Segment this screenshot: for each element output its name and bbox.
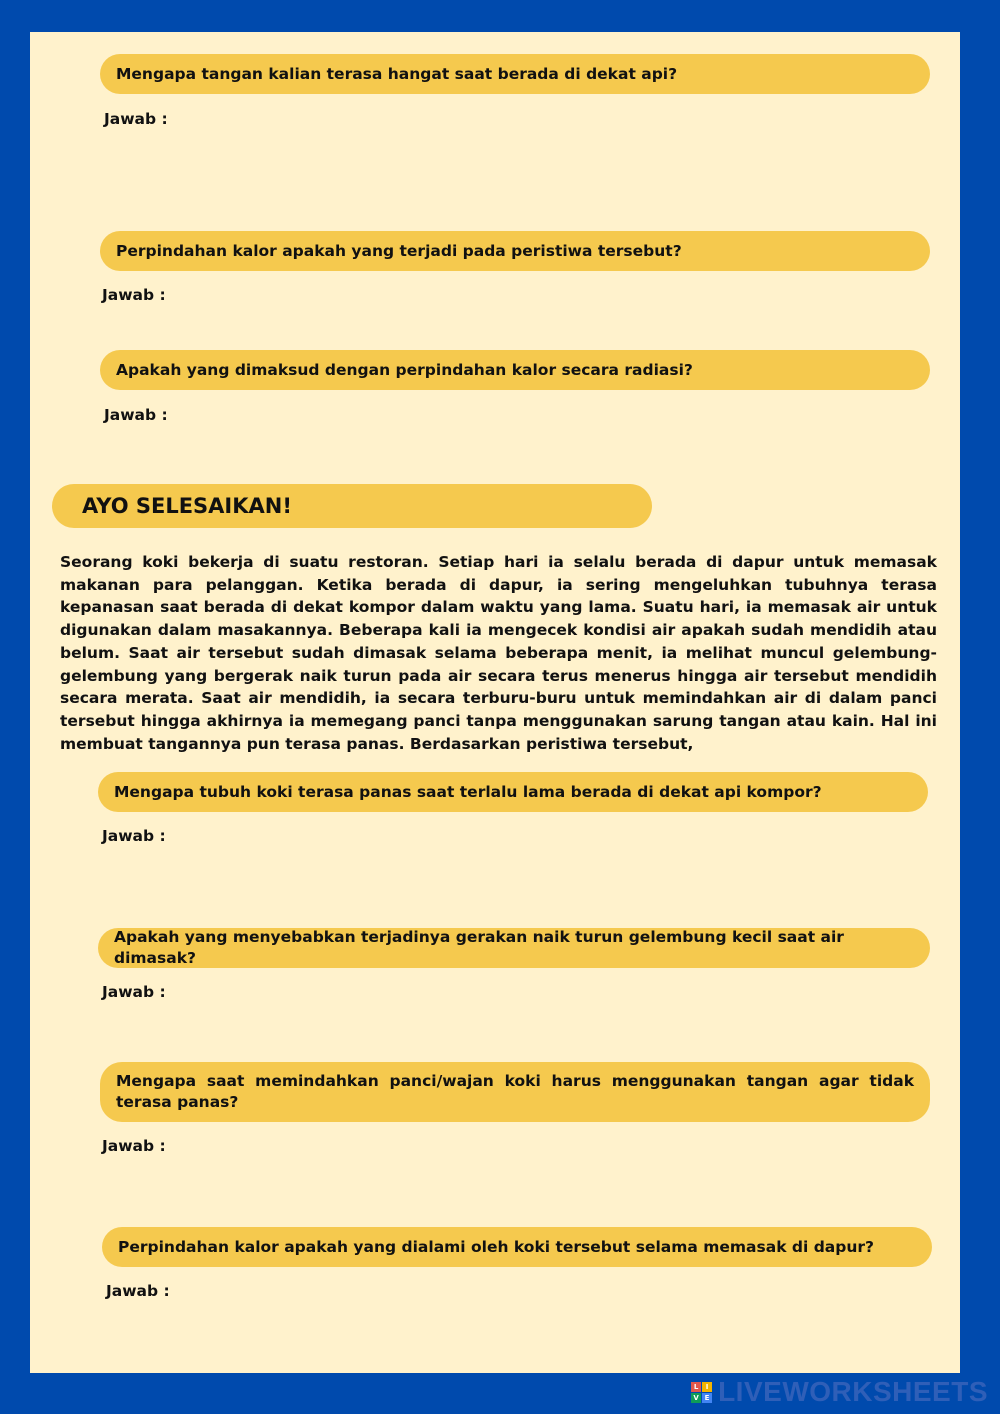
question-4-text: Mengapa tubuh koki terasa panas saat terlalu lama berada di dekat api kompor? — [114, 782, 822, 801]
brand-name: LIVEWORKSHEETS — [718, 1376, 988, 1407]
question-6-text: Mengapa saat memindahkan panci/wajan koki harus menggunakan tangan agar tidak terasa panas? — [116, 1072, 914, 1111]
question-5-text: Apakah yang menyebabkan terjadinya gerakan naik turun gelembung kecil saat air dimasak? — [114, 928, 844, 967]
question-3 — [100, 350, 930, 390]
question-1-text: Mengapa tangan kalian terasa hangat saat berada di dekat api? — [116, 64, 678, 83]
worksheet-page — [30, 32, 960, 1373]
question-2 — [100, 231, 930, 271]
answer-label-7: Jawab : — [106, 1282, 170, 1300]
answer-label-2: Jawab : — [102, 286, 166, 304]
story-paragraph: Seorang koki bekerja di suatu restoran. Setiap hari ia selalu berada di dapur untuk memasak makanan para pelanggan. Ketika berada di dapur, ia sering mengeluhkan tubuhnya terasa kepanasan saat berada di dekat kompor dalam waktu yang lama. Suatu hari, ia memasak air untuk digunakan dalam masakannya. Beberapa kali ia mengecek kondisi air apakah sudah mendidih atau belum. Saat air tersebut sudah dimasak selama beberapa menit, ia melihat muncul gelembung-gelembung yang bergerak naik turun pada air secara terus menerus hingga air tersebut mendidih secara merata. Saat air mendidih, ia secara terburu-buru untuk memindahkan air di dalam panci tersebut hingga akhirnya ia memegang panci tanpa menggunakan sarung tangan atau kain. Hal ini membuat tangannya pun terasa panas. Berdasarkan peristiwa tersebut, — [60, 553, 937, 753]
answer-label-3: Jawab : — [104, 406, 168, 424]
answer-label-6: Jawab : — [102, 1137, 166, 1155]
section-heading — [52, 484, 652, 528]
question-6 — [100, 1062, 930, 1122]
question-2-text: Perpindahan kalor apakah yang terjadi pada peristiwa tersebut? — [116, 241, 682, 260]
question-4 — [98, 772, 928, 812]
question-1 — [100, 54, 930, 94]
question-5 — [98, 928, 930, 968]
question-7-text: Perpindahan kalor apakah yang dialami oleh koki tersebut selama memasak di dapur? — [118, 1237, 875, 1256]
answer-label-4: Jawab : — [102, 827, 166, 845]
liveworksheets-watermark — [691, 1378, 988, 1406]
answer-label-1: Jawab : — [104, 110, 168, 128]
liveworksheets-logo-icon: L I V E — [691, 1382, 712, 1403]
question-3-text: Apakah yang dimaksud dengan perpindahan kalor secara radiasi? — [116, 360, 693, 379]
answer-label-5: Jawab : — [102, 983, 166, 1001]
question-7 — [102, 1227, 932, 1267]
section-heading-text: AYO SELESAIKAN! — [82, 494, 292, 518]
